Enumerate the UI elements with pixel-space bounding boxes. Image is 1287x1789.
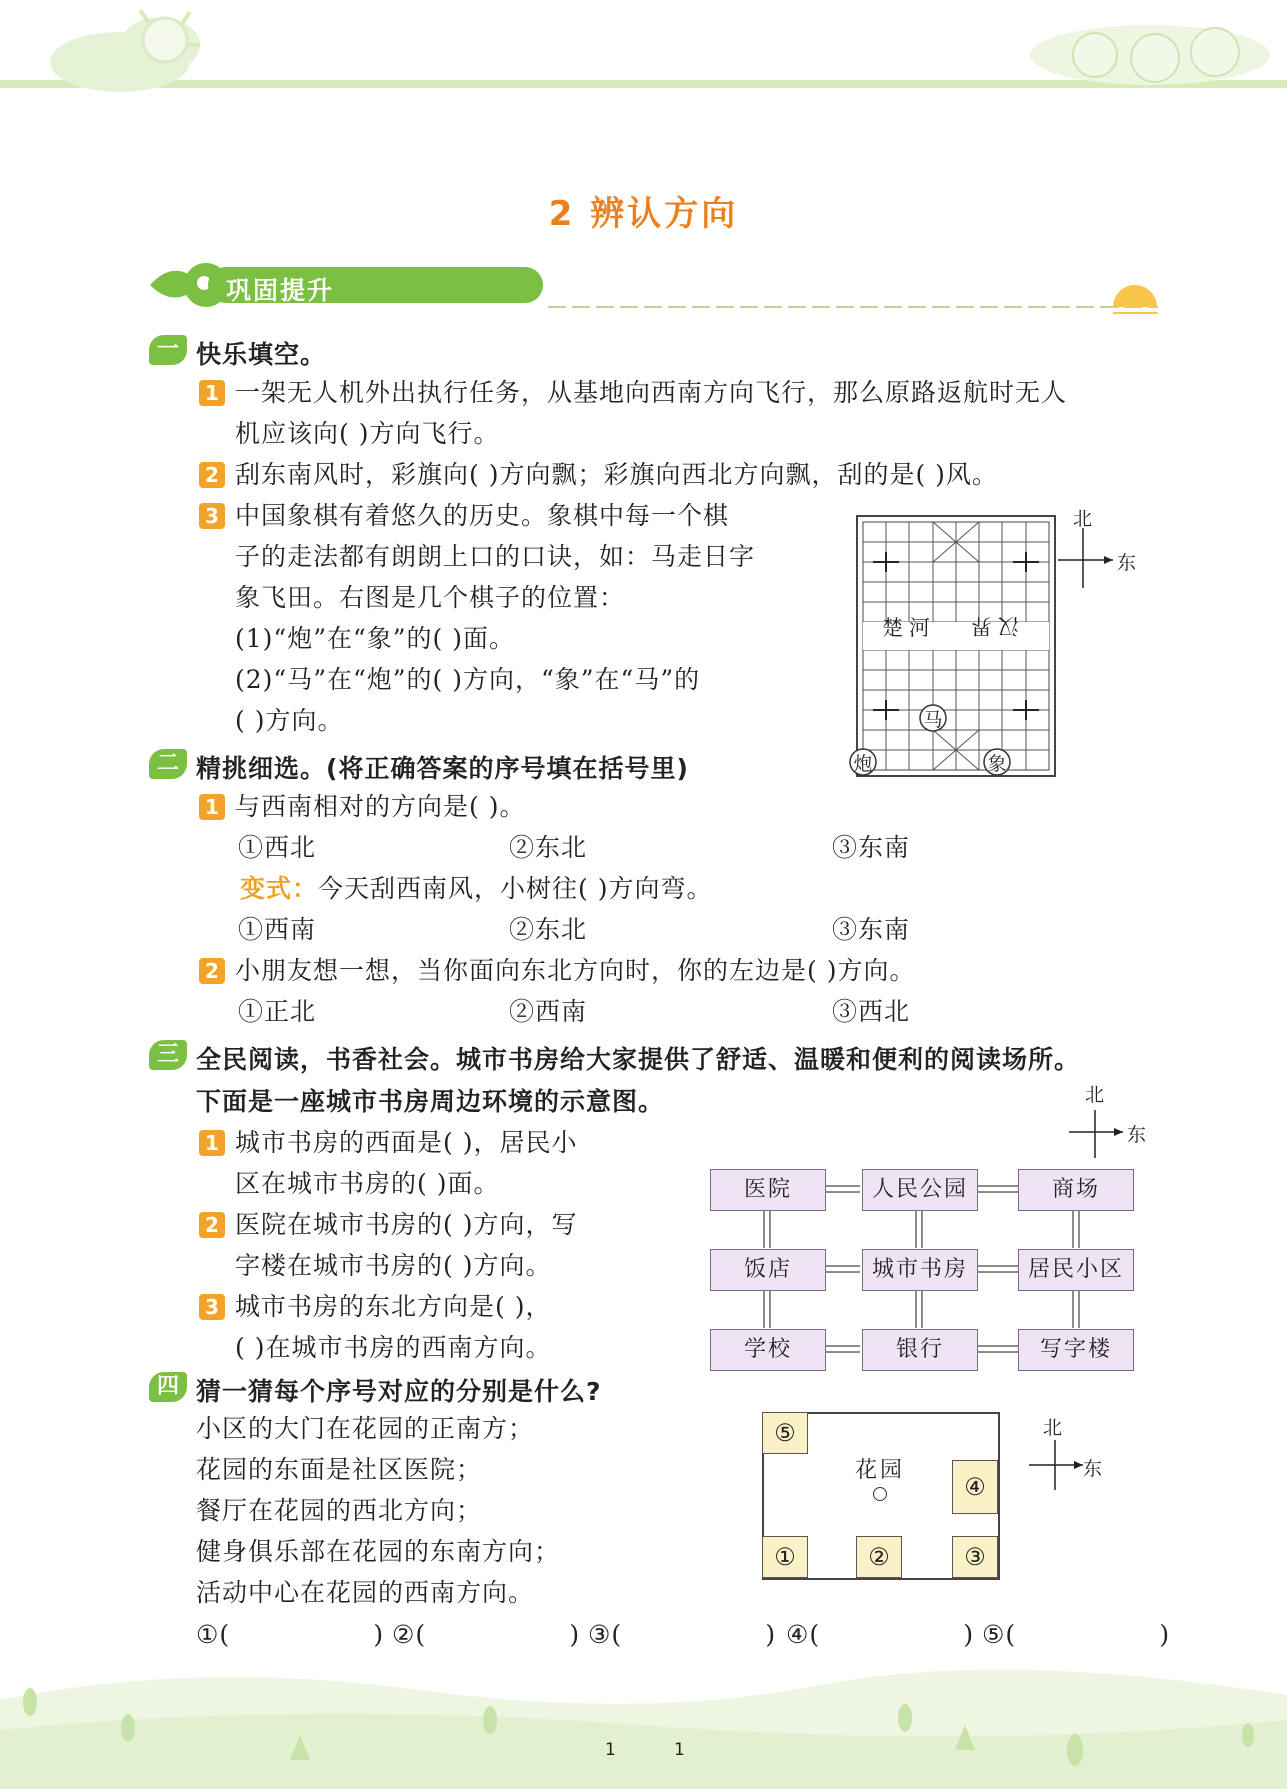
- question-number: 1: [199, 794, 225, 820]
- section-heading-main: 精挑细选。: [196, 754, 327, 783]
- question-text: 字楼在城市书房的( )方向。: [235, 1251, 552, 1280]
- section-badge: 一: [149, 335, 187, 365]
- option-2: ②东北: [509, 833, 588, 862]
- clue-text: 健身俱乐部在花园的东南方向；: [196, 1537, 561, 1566]
- garden-center-label: 花园: [855, 1458, 906, 1483]
- chess-piece-xiang: 象: [987, 753, 1007, 775]
- section-badge: 二: [149, 749, 187, 779]
- answer-blank-5[interactable]: ⑤( ): [982, 1620, 1171, 1649]
- compass-east: 东: [1083, 1458, 1103, 1480]
- clue-text: 活动中心在花园的西南方向。: [196, 1578, 535, 1607]
- section-heading-note: (将正确答案的序号填在括号里): [326, 754, 689, 783]
- answer-blank-1[interactable]: ①( ): [196, 1620, 385, 1649]
- map-residential: 居民小区: [1018, 1249, 1134, 1291]
- option-1: ①西南: [238, 915, 317, 944]
- map-city-library: 城市书房: [862, 1249, 978, 1291]
- question-text: 医院在城市书房的( )方向，写: [235, 1210, 578, 1239]
- section-heading: 快乐填空。: [196, 340, 327, 369]
- compass-icon: [1065, 1110, 1125, 1160]
- chess-piece-pao: 炮: [853, 753, 873, 775]
- compass-east: 东: [1127, 1124, 1147, 1146]
- question-text: ( )方向。: [235, 706, 344, 735]
- garden-label-2: ②: [856, 1536, 902, 1578]
- banner-label: 巩固提升: [226, 276, 335, 305]
- question-text: 城市书房的西面是( )，居民小: [235, 1128, 578, 1157]
- option-1: ①西北: [238, 833, 317, 862]
- map-bank: 银行: [862, 1329, 978, 1371]
- garden-label-3: ③: [952, 1536, 998, 1578]
- question-text: 城市书房的东北方向是( )，: [235, 1292, 552, 1321]
- clue-text: 餐厅在花园的西北方向；: [196, 1496, 483, 1525]
- question-text: ( )在城市书房的西南方向。: [235, 1333, 552, 1362]
- question-text: 子的走法都有朗朗上口的口诀，如：马走日字: [235, 542, 756, 571]
- section-heading: 下面是一座城市书房周边环境的示意图。: [196, 1087, 665, 1116]
- garden-label-5: ⑤: [762, 1412, 808, 1454]
- option-3: ③西北: [832, 997, 911, 1026]
- page-title: 2 辨认方向: [548, 194, 739, 234]
- question-text: 机应该向( )方向飞行。: [235, 419, 500, 448]
- map-mall: 商场: [1018, 1169, 1134, 1211]
- variant-question: [240, 868, 712, 909]
- map-office: 写字楼: [1018, 1329, 1134, 1371]
- answer-blank-4[interactable]: ④( ): [786, 1620, 975, 1649]
- option-3: ③东南: [832, 833, 911, 862]
- question-number: 3: [199, 503, 225, 529]
- page-number-right: 1: [674, 1740, 685, 1760]
- compass-north: 北: [1043, 1417, 1063, 1439]
- clue-text: 花园的东面是社区医院；: [196, 1455, 483, 1484]
- garden-label-1: ①: [762, 1536, 808, 1578]
- option-3: ③东南: [832, 915, 911, 944]
- map-park: 人民公园: [862, 1169, 978, 1211]
- footer-decoration: [0, 1640, 1287, 1789]
- compass-north: 北: [1085, 1084, 1105, 1106]
- section-heading: 猜一猜每个序号对应的分别是什么?: [196, 1377, 602, 1406]
- question-text: (1)“炮”在“象”的( )面。: [235, 624, 515, 653]
- compass-icon: [1025, 1440, 1085, 1492]
- section-badge: 四: [149, 1372, 187, 1402]
- header-decoration: [0, 0, 1287, 110]
- chess-river-right: 汉界: [965, 614, 1019, 638]
- question-text: 刮东南风时，彩旗向( )方向飘；彩旗向西北方向飘，刮的是( )风。: [235, 460, 998, 489]
- question-text: 区在城市书房的( )面。: [235, 1169, 500, 1198]
- question-number: 2: [199, 958, 225, 984]
- compass-north: 北: [1073, 508, 1093, 530]
- question-text: 小朋友想一想，当你面向东北方向时，你的左边是( )方向。: [235, 956, 916, 985]
- question-text: (2)“马”在“炮”的( )方向，“象”在“马”的: [235, 665, 701, 694]
- chess-board: [845, 508, 1060, 778]
- question-number: 3: [199, 1294, 225, 1320]
- question-text: 与西南相对的方向是( )。: [235, 792, 526, 821]
- option-2: ②东北: [509, 915, 588, 944]
- section-heading: 全民阅读，书香社会。城市书房给大家提供了舒适、温暖和便利的阅读场所。: [196, 1045, 1081, 1074]
- answer-blank-3[interactable]: ③( ): [588, 1620, 777, 1649]
- clue-text: 小区的大门在花园的正南方；: [196, 1414, 535, 1443]
- section-heading: [196, 749, 689, 785]
- question-number: 1: [199, 380, 225, 406]
- question-text: 中国象棋有着悠久的历史。象棋中每一个棋: [235, 501, 730, 530]
- compass-east: 东: [1117, 552, 1137, 574]
- section-badge: 三: [149, 1040, 187, 1070]
- map-school: 学校: [710, 1329, 826, 1371]
- variant-text: 今天刮西南风，小树往( )方向弯。: [318, 874, 713, 903]
- map-hospital: 医院: [710, 1169, 826, 1211]
- question-text: 象飞田。右图是几个棋子的位置：: [235, 583, 626, 612]
- garden-center-dot: [873, 1487, 887, 1501]
- map-restaurant: 饭店: [710, 1249, 826, 1291]
- question-text: 一架无人机外出执行任务，从基地向西南方向飞行，那么原路返航时无人: [235, 378, 1068, 407]
- option-2: ②西南: [509, 997, 588, 1026]
- question-number: 2: [199, 462, 225, 488]
- garden-label-4: ④: [952, 1460, 998, 1514]
- chess-piece-ma: 马: [923, 709, 943, 731]
- answer-blank-2[interactable]: ②( ): [392, 1620, 581, 1649]
- page-number-left: 1: [605, 1740, 616, 1760]
- question-number: 2: [199, 1212, 225, 1238]
- question-number: 1: [199, 1130, 225, 1156]
- chess-river-left: 楚河: [882, 616, 936, 640]
- variant-label: 变式：: [240, 874, 319, 903]
- option-1: ①正北: [238, 997, 317, 1026]
